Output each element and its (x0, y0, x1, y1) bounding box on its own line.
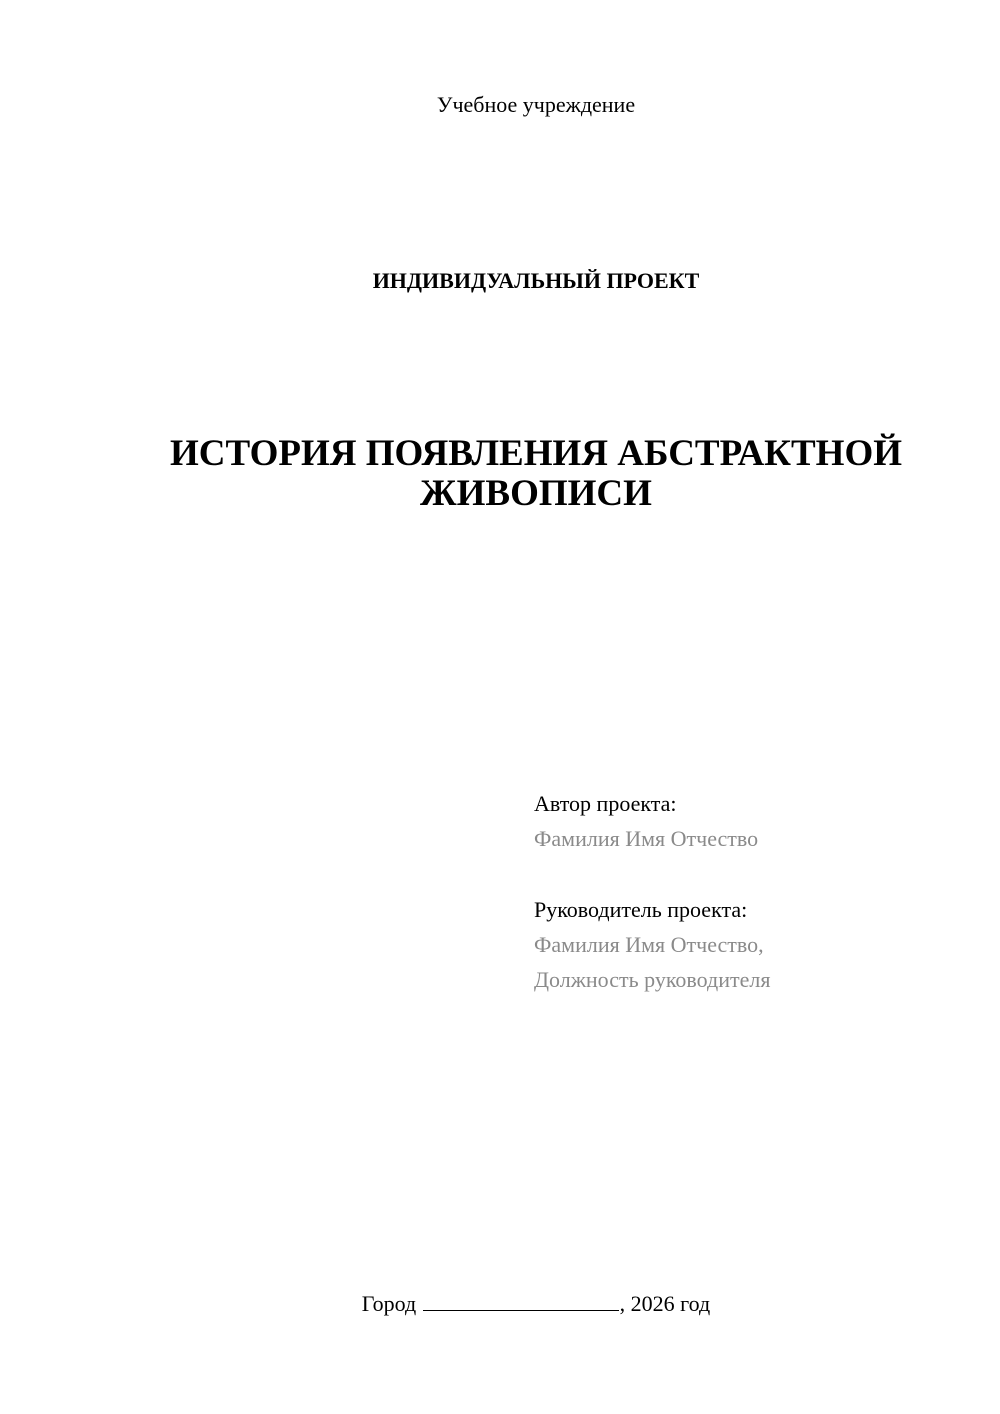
project-title-line-2: ЖИВОПИСИ (420, 473, 652, 514)
institution-name: Учебное учреждение (436, 92, 636, 117)
document-type: ИНДИВИДУАЛЬНЫЙ ПРОЕКТ (372, 268, 700, 293)
author-label: Автор проекта: (534, 791, 677, 816)
year-text: , 2026 год (619, 1291, 711, 1316)
project-title-line-1: ИСТОРИЯ ПОЯВЛЕНИЯ АБСТРАКТНОЙ (169, 433, 903, 474)
supervisor-name-placeholder: Фамилия Имя Отчество, (534, 932, 764, 957)
project-title (0, 434, 1000, 514)
author-name-placeholder: Фамилия Имя Отчество (534, 826, 759, 851)
city-blank-line (423, 1288, 619, 1311)
supervisor-position-placeholder: Должность руководителя (534, 967, 771, 992)
supervisor-block (534, 892, 974, 997)
city-label: Город (361, 1291, 417, 1316)
supervisor-label: Руководитель проекта: (534, 897, 748, 922)
author-block (534, 786, 974, 856)
city-year-line (0, 1288, 1000, 1319)
